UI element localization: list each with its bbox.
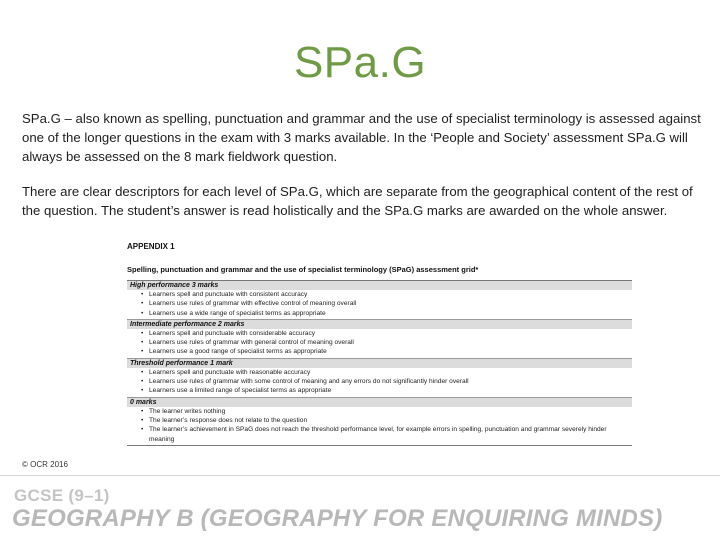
footer-subject: GEOGRAPHY B (GEOGRAPHY FOR ENQUIRING MINDS) <box>12 505 663 532</box>
band-item: • Learners use rules of grammar with effective control of meaning overall <box>127 299 632 308</box>
band-header: 0 marks <box>127 397 632 407</box>
band-item: • Learners use a wide range of specialist terms as appropriate <box>127 309 632 318</box>
band-header: High performance 3 marks <box>127 281 632 290</box>
band-item: • Learners use rules of grammar with some control of meaning and any errors do not significantly hinder overall <box>127 377 632 386</box>
band-item: • The learner writes nothing <box>127 407 632 416</box>
band-item: • Learners spell and punctuate with reasonable accuracy <box>127 368 632 377</box>
band-item: • Learners use a limited range of specialist terms as appropriate <box>127 386 632 395</box>
copyright-notice: © OCR 2016 <box>22 460 68 469</box>
footer-qualification: GCSE (9–1) <box>14 486 110 505</box>
band-item: • Learners spell and punctuate with consistent accuracy <box>127 290 632 299</box>
band-items <box>127 368 632 397</box>
band-items <box>127 407 632 445</box>
slide-title: SPa.G <box>293 38 427 87</box>
grid-table <box>127 280 632 446</box>
band-item: • Learners use rules of grammar with general control of meaning overall <box>127 338 632 347</box>
spag-assessment-grid <box>127 242 632 446</box>
band-item: • The learner’s response does not relate to the question <box>127 416 632 425</box>
intro-paragraph: SPa.G – also known as spelling, punctuation and grammar and the use of specialist terminology is assessed against one of the longer questions in the exam with 3 marks available. In the ‘People and Society’ assessment SPa.G will always be assessed on the 8 mark fieldwork question. <box>22 111 701 164</box>
band-items <box>127 329 632 358</box>
band-header: Intermediate performance 2 marks <box>127 319 632 329</box>
descriptor-paragraph: There are clear descriptors for each level of SPa.G, which are separate from the geographical content of the rest of the question. The student’s answer is read holistically and the SPa.G marks are awarded on the whole answer. <box>22 184 693 218</box>
appendix-title: APPENDIX 1 <box>127 242 175 251</box>
appendix-subtitle: Spelling, punctuation and grammar and the use of specialist terminology (SPaG) assessment grid* <box>127 265 479 274</box>
band-header: Threshold performance 1 mark <box>127 358 632 368</box>
band-item: • Learners use a good range of specialist terms as appropriate <box>127 347 632 356</box>
footer-divider <box>0 475 720 476</box>
band-item: • The learner’s achievement in SPaG does not reach the threshold performance level, for example errors in spelling, punctuation and grammar severely hinder meaning <box>127 425 632 444</box>
band-item: • Learners spell and punctuate with considerable accuracy <box>127 329 632 338</box>
band-items <box>127 290 632 319</box>
